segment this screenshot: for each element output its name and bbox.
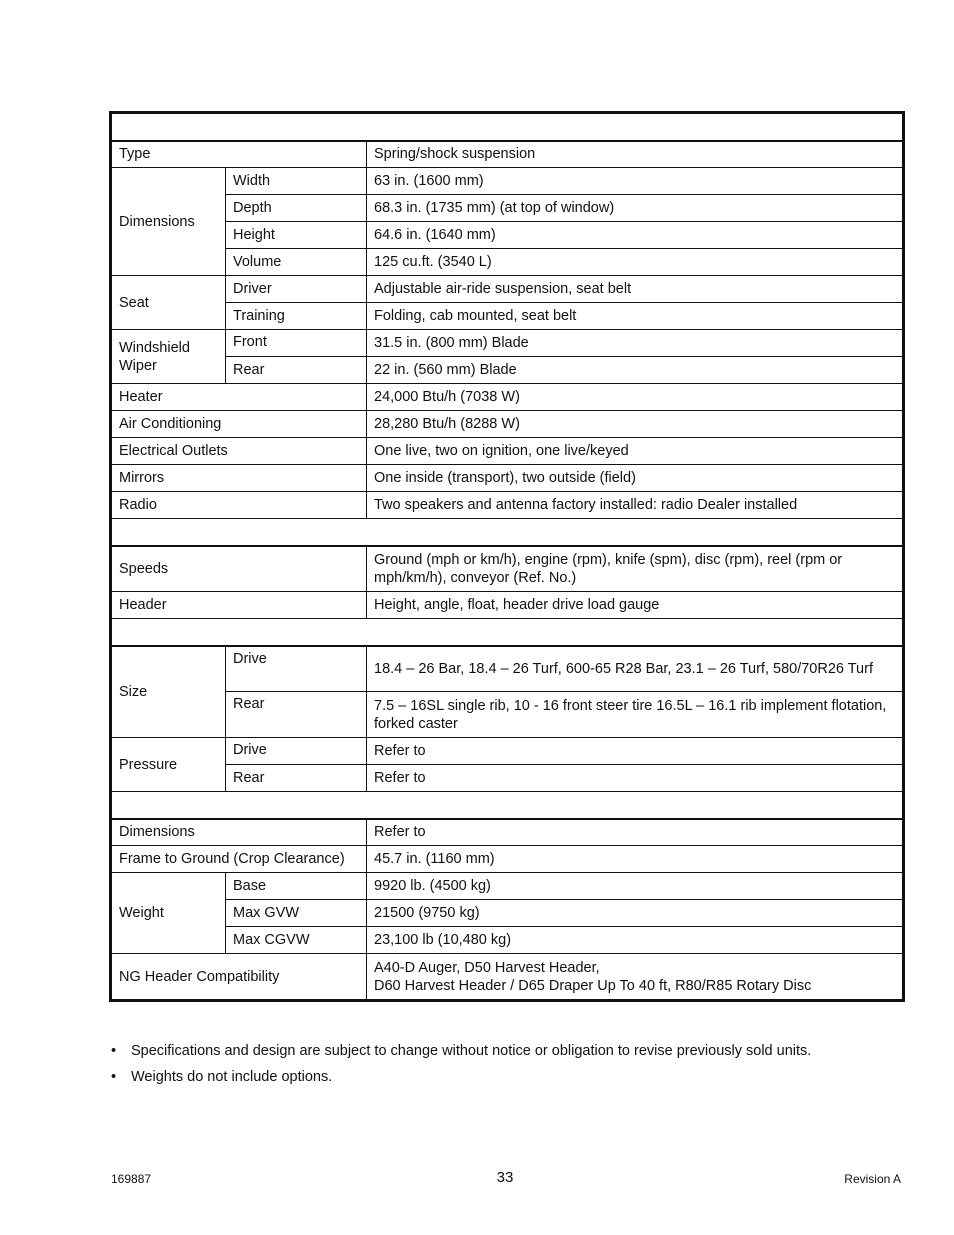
revision-label: Revision A [844, 1172, 901, 1186]
list-item [111, 1043, 811, 1059]
bullet-icon: • [111, 1069, 117, 1085]
spec-value: Two speakers and antenna factory installed: radio Dealer installed [367, 492, 903, 519]
spec-value: 9920 lb. (4500 kg) [367, 873, 903, 900]
spec-label: Electrical Outlets [112, 438, 367, 465]
table-row [112, 873, 903, 900]
spec-label: Type [112, 141, 367, 168]
specifications-table [111, 113, 903, 1000]
bullet-icon: • [111, 1043, 117, 1059]
spec-group-label: Windshield Wiper [112, 330, 226, 384]
spec-value-line: A40-D Auger, D50 Harvest Header, [374, 959, 600, 976]
spec-sub-label: Training [226, 303, 367, 330]
table-row [112, 249, 903, 276]
note-text: Specifications and design are subject to change without notice or obligation to revise previously sold units. [131, 1043, 812, 1059]
spec-value: 18.4 – 26 Bar, 18.4 – 26 Turf, 600-65 R28 Bar, 23.1 – 26 Turf, 580/70R26 Turf [367, 646, 903, 692]
spec-group-label: Weight [112, 873, 226, 954]
table-row [112, 330, 903, 357]
table-row [112, 900, 903, 927]
spec-value: 22 in. (560 mm) Blade [367, 357, 903, 384]
spec-sub-label: Base [226, 873, 367, 900]
spec-group-label: Dimensions [112, 168, 226, 276]
spec-sub-label: Drive [226, 646, 367, 692]
spec-group-label: Pressure [112, 738, 226, 792]
spec-value: 125 cu.ft. (3540 L) [367, 249, 903, 276]
spec-label: Dimensions [112, 819, 367, 846]
table-row [112, 765, 903, 792]
spec-sub-label: Width [226, 168, 367, 195]
spec-sub-label: Drive [226, 738, 367, 765]
table-row [112, 168, 903, 195]
note-text: Weights do not include options. [131, 1069, 333, 1085]
spec-value: 45.7 in. (1160 mm) [367, 846, 903, 873]
table-row [112, 438, 903, 465]
table-row [112, 411, 903, 438]
spec-label: Frame to Ground (Crop Clearance) [112, 846, 367, 873]
spec-sub-label: Rear [226, 692, 367, 738]
section-header-row [112, 519, 903, 546]
spec-value: Adjustable air-ride suspension, seat belt [367, 276, 903, 303]
spec-sub-label: Driver [226, 276, 367, 303]
spec-label: Mirrors [112, 465, 367, 492]
section-header-row [112, 792, 903, 819]
spec-sub-label: Height [226, 222, 367, 249]
spec-sub-label: Depth [226, 195, 367, 222]
spec-group-label: Size [112, 646, 226, 738]
spec-value: 7.5 – 16SL single rib, 10 - 16 front steer tire 16.5L – 16.1 rib implement flotation, forked caster [367, 692, 903, 738]
table-row [112, 492, 903, 519]
section-header-row [112, 114, 903, 141]
spec-sub-label: Max CGVW [226, 927, 367, 954]
table-row [112, 465, 903, 492]
spec-value [367, 954, 903, 1000]
table-row [112, 195, 903, 222]
notes-list [111, 1043, 811, 1095]
spec-label: NG Header Compatibility [112, 954, 367, 1000]
spec-value: Height, angle, float, header drive load gauge [367, 592, 903, 619]
spec-value: 63 in. (1600 mm) [367, 168, 903, 195]
spec-value: 28,280 Btu/h (8288 W) [367, 411, 903, 438]
spec-label: Heater [112, 384, 367, 411]
spec-value: Ground (mph or km/h), engine (rpm), knife (spm), disc (rpm), reel (rpm or mph/km/h), conveyor (Ref. No.) [367, 546, 903, 592]
table-row [112, 927, 903, 954]
spec-value: 68.3 in. (1735 mm) (at top of window) [367, 195, 903, 222]
spec-value-line: D60 Harvest Header / D65 Draper Up To 40 ft, R80/R85 Rotary Disc [374, 977, 812, 994]
spec-value: Refer to [367, 738, 903, 765]
spec-value: One inside (transport), two outside (field) [367, 465, 903, 492]
spec-value: 24,000 Btu/h (7038 W) [367, 384, 903, 411]
table-row [112, 846, 903, 873]
table-row [112, 646, 903, 692]
spec-sub-label: Rear [226, 765, 367, 792]
table-row [112, 276, 903, 303]
document-number: 169887 [111, 1172, 152, 1186]
spec-value: Refer to [367, 819, 903, 846]
spec-value: 31.5 in. (800 mm) Blade [367, 330, 903, 357]
spec-label: Speeds [112, 546, 367, 592]
table-row [112, 141, 903, 168]
spec-value: Folding, cab mounted, seat belt [367, 303, 903, 330]
spec-sub-label: Max GVW [226, 900, 367, 927]
table-row [112, 303, 903, 330]
spec-value: Spring/shock suspension [367, 141, 903, 168]
table-row [112, 954, 903, 1000]
spec-group-label: Seat [112, 276, 226, 330]
spec-label: Header [112, 592, 367, 619]
section-header-row [112, 619, 903, 646]
spec-value: 21500 (9750 kg) [367, 900, 903, 927]
spec-label: Radio [112, 492, 367, 519]
table-row [112, 819, 903, 846]
page-number: 33 [496, 1169, 514, 1186]
table-row [112, 384, 903, 411]
table-row [112, 546, 903, 592]
spec-value: 23,100 lb (10,480 kg) [367, 927, 903, 954]
spec-sub-label: Front [226, 330, 367, 357]
spec-value: One live, two on ignition, one live/keyed [367, 438, 903, 465]
spec-sub-label: Volume [226, 249, 367, 276]
table-row [112, 592, 903, 619]
table-row [112, 357, 903, 384]
spec-sub-label: Rear [226, 357, 367, 384]
list-item [111, 1069, 811, 1085]
spec-value: Refer to [367, 765, 903, 792]
table-row [112, 738, 903, 765]
spec-value: 64.6 in. (1640 mm) [367, 222, 903, 249]
spec-label: Air Conditioning [112, 411, 367, 438]
table-row [112, 222, 903, 249]
table-row [112, 692, 903, 738]
